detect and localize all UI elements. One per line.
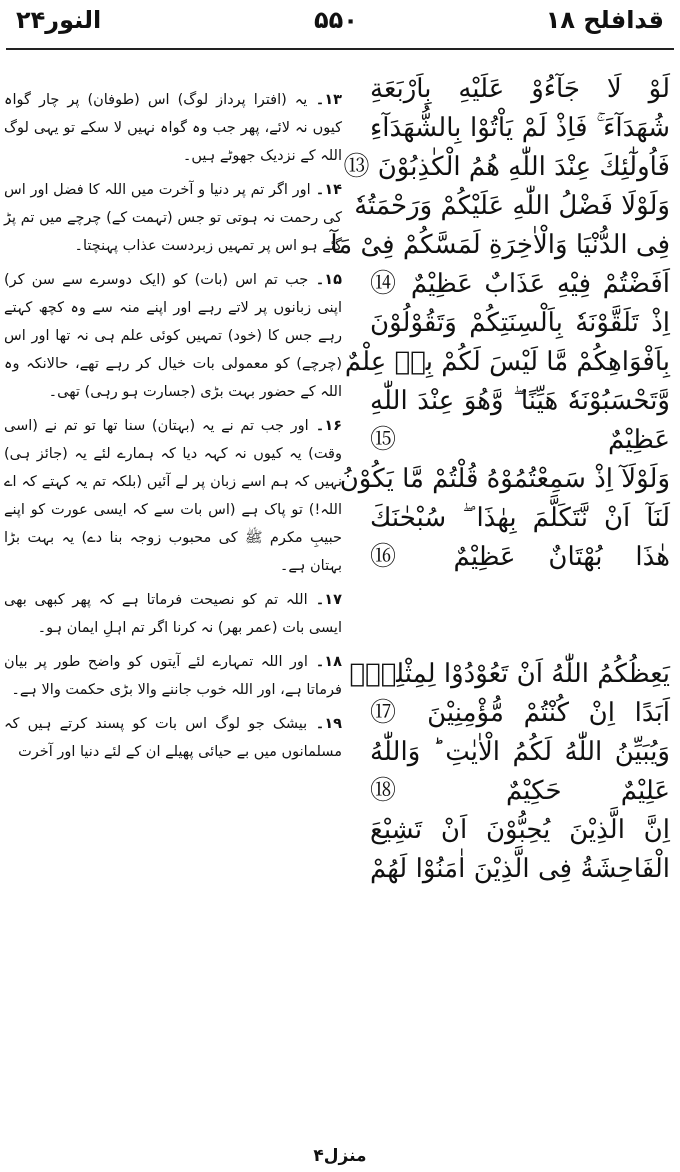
verse-number: ۱۶۔	[308, 418, 343, 434]
juz-title: قدافلح ۱۸	[545, 6, 664, 34]
arabic-verse-line: هٰذَا بُهْتَانٌ عَظِيْمٌ ⑯	[370, 542, 670, 572]
surah-title: النور۲۴	[16, 6, 102, 34]
arabic-verse-line: فَاُولٰٓئِكَ عِنْدَ اللّٰهِ هُمُ الْكٰذِبُوْنَ ⑬	[343, 152, 670, 182]
verse-number: ۱۳۔	[307, 92, 343, 108]
arabic-verse-line: شُهَدَآءَ ۚ فَاِذْ لَمْ يَاْتُوْا بِالشُّهَدَآءِ	[370, 113, 670, 143]
arabic-verse-line: بِاَفْوَاهِكُمْ مَّا لَيْسَ لَكُمْ بِهٖ عِلْمٌ	[344, 347, 670, 377]
arabic-verse-line: فِى الدُّنْيَا وَالْاٰخِرَةِ لَمَسَّكُمْ فِىْ مَآ	[330, 230, 670, 260]
translation-text: اور جب تم نے یہ (بہتان) سنا تھا تو تم نے (اسی وقت) یہ کیوں نہ کہہ دیا کہ ہمارے لئے یہ (جائز ہی) نہیں کہ ہم اسے زبان پر لے آئیں (بلکہ تم یہ کہتے کہ اے اللہ!) تو پاک ہے (اس بات سے کہ ایسی عورت کو اپنے حبیبِ مکرم ﷺ کی محبوب زوجہ بنا دے) یہ بہت بڑا بہتان ہے۔	[4, 418, 342, 574]
verse-number: ۱۵۔	[308, 272, 342, 288]
arabic-verse-line: اِذْ تَلَقَّوْنَهٗ بِاَلْسِنَتِكُمْ وَتَقُوْلُوْنَ	[370, 308, 670, 338]
arabic-text-column	[330, 70, 670, 889]
verse-number: ۱۸۔	[307, 654, 342, 670]
translation-paragraph	[4, 176, 342, 260]
arabic-verse-line: يَعِظُكُمُ اللّٰهُ اَنْ تَعُوْدُوْا لِمِثْلِهٖٓ	[349, 659, 670, 689]
manzil-footer: منزل۴	[313, 1146, 367, 1166]
page-number: ۵۵۰	[314, 6, 358, 34]
translation-paragraph	[4, 266, 342, 406]
arabic-verse-line: وَلَوْلَآ اِذْ سَمِعْتُمُوْهُ قُلْتُمْ مَّا يَكُوْنُ	[339, 464, 670, 494]
translation-paragraph	[4, 648, 342, 704]
verse-number: ۱۹۔	[307, 716, 343, 732]
arabic-verse-line: عَلِيْمٌ حَكِيْمٌ ⑱	[370, 776, 670, 806]
header-divider	[6, 48, 674, 50]
arabic-verse-line: وَيُبَيِّنُ اللّٰهُ لَكُمُ الْاٰيٰتِ ؕ وَاللّٰهُ	[370, 737, 670, 767]
arabic-verse-line: اَفَضْتُمْ فِيْهِ عَذَابٌ عَظِيْمٌ ⑭	[370, 269, 670, 299]
arabic-verse-line: اِنَّ الَّذِيْنَ يُحِبُّوْنَ اَنْ تَشِيْعَ	[370, 815, 670, 845]
translation-text: اللہ تم کو نصیحت فرماتا ہے کہ پھر کبھی بھی ایسی بات (عمر بھر) نہ کرنا اگر تم اہلِ ایمان ہو۔	[4, 592, 342, 636]
urdu-translation-column	[4, 86, 342, 772]
translation-text: اور اللہ تمہارے لئے آیتوں کو واضح طور پر بیان فرماتا ہے، اور اللہ خوب جاننے والا بڑی حکمت والا ہے۔	[4, 654, 342, 698]
arabic-verse-line: لَنَآ اَنْ نَّتَكَلَّمَ بِهٰذَا ۖ سُبْحٰنَكَ	[370, 503, 670, 533]
translation-text: بیشک جو لوگ اس بات کو پسند کرتے ہیں کہ مسلمانوں میں بے حیائی پھیلے ان کے لئے دنیا اور آخرت	[4, 716, 342, 760]
translation-text: یہ (افترا پرداز لوگ) اس (طوفان) پر چار گواہ کیوں نہ لائے، پھر جب وہ گواہ نہیں لا سکے تو یہی لوگ اللہ کے نزدیک جھوٹے ہیں۔	[4, 92, 342, 164]
arabic-verse-line: وَّتَحْسَبُوْنَهٗ هَيِّنًا ۖ وَّهُوَ عِنْدَ اللّٰهِ	[370, 386, 670, 416]
translation-text: اور اگر تم پر دنیا و آخرت میں اللہ کا فضل اور اس کی رحمت نہ ہوتی تو جس (تہمت کے) چرچے میں تم پڑ گئے ہو اس پر تمہیں زبردست عذاب پہنچتا۔	[4, 182, 342, 254]
arabic-verse-line: اَبَدًا اِنْ كُنْتُمْ مُّؤْمِنِيْنَ ⑰	[370, 698, 670, 728]
translation-paragraph	[4, 86, 342, 170]
verse-gap	[370, 616, 670, 655]
arabic-verse-line: الْفَاحِشَةُ فِى الَّذِيْنَ اٰمَنُوْا لَهُمْ	[370, 854, 670, 884]
translation-paragraph	[4, 710, 342, 766]
arabic-verse-line: لَوْ لَا جَآءُوْ عَلَيْهِ بِاَرْبَعَةِ	[370, 74, 670, 104]
verse-number: ۱۷۔	[307, 592, 342, 608]
verse-gap	[370, 577, 670, 616]
translation-paragraph	[4, 586, 342, 642]
page-header	[0, 0, 680, 44]
arabic-verse-line: عَظِيْمٌ ⑮	[370, 425, 670, 455]
translation-paragraph	[4, 412, 342, 580]
arabic-verse-line: وَلَوْلَا فَضْلُ اللّٰهِ عَلَيْكُمْ وَرَحْمَتُهٗ	[354, 191, 670, 221]
translation-text: جب تم اس (بات) کو (ایک دوسرے سے سن کر) اپنی زبانوں پر لاتے رہے اور اپنے منہ سے وہ کچھ کہتے رہے جس کا (خود) تمہیں کوئی علم ہی نہ تھا اور اس (چرچے) کو معمولی بات خیال کر رہے تھے، حالانکہ وہ اللہ کے حضور بہت بڑی (جسارت ہو رہی) تھی۔	[4, 272, 342, 400]
verse-number: ۱۴۔	[310, 182, 343, 198]
